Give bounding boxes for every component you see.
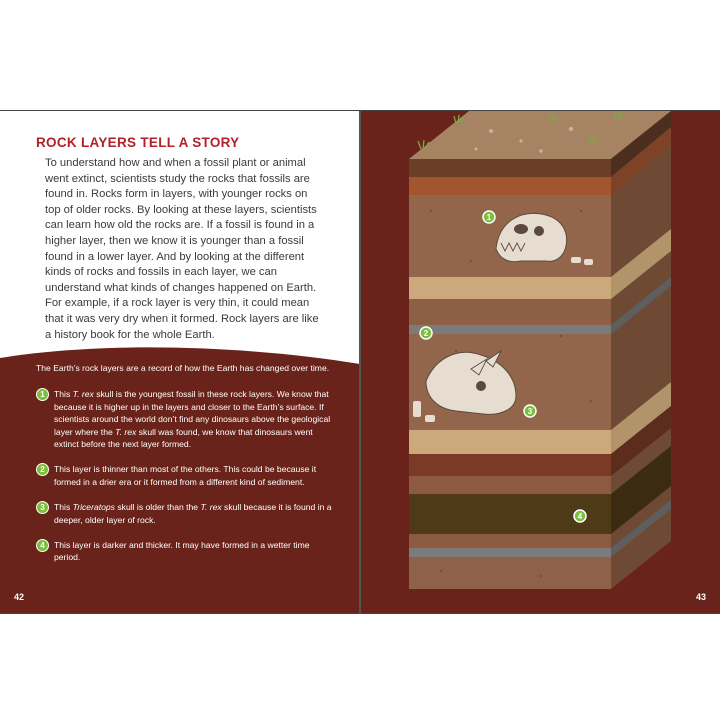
explanation-section: [36, 362, 336, 577]
label-badge-2: [420, 327, 432, 339]
note-1: [36, 388, 336, 450]
svg-text:1: 1: [486, 213, 492, 222]
page-number-left: 42: [14, 592, 25, 602]
number-badge-1: 1: [36, 388, 49, 401]
numbered-notes: [36, 388, 336, 563]
note-2: [36, 463, 336, 488]
topsoil-band: [409, 159, 611, 177]
right-page: [361, 111, 720, 613]
brown-layer-deep: [409, 476, 611, 494]
brown-layer-bottom: [409, 534, 611, 548]
note-3-text: This Triceratops skull is older than the T. rex skull because it is found in a deeper, older layer of rock.: [54, 502, 332, 525]
note-2-text: This layer is thinner than most of the others. This could be because it formed in a drier era or it formed from a different kind of sediment.: [54, 464, 317, 487]
red-brown-layer: [409, 454, 611, 476]
left-page: [0, 111, 360, 613]
note-4-text: This layer is darker and thicker. It may have formed in a wetter time period.: [54, 540, 310, 563]
intro-paragraph: To understand how and when a fossil plant or animal went extinct, scientists study the rocks that fossils are found in. Rocks form in layers, with younger rocks on top of older rocks. By looking at these layers, scientists can learn how old the rocks are. If a fossil is found in a higher layer, then we know it is younger than a fossil found in a lower layer. And by looking at the different kinds of rocks and fossils in each layer, we can understand what kinds of changes happened on Earth. For example, if a rock layer is very thin, it could mean that it was very dry when it formed. Rock layers are like a history book for the whole Earth.: [45, 157, 319, 341]
svg-text:4: 4: [577, 512, 583, 521]
number-badge-3: 3: [36, 501, 49, 514]
page-number-right: 43: [695, 592, 706, 602]
sand-layer-2: [409, 430, 611, 454]
note-1-text: This T. rex skull is the youngest fossil in these rock layers. We know that because it is higher up in the layers and closer to the Earth’s surface. If scientists around the world don’t find any dinosaurs above the geological layer where the T. rex skull was found, we know that dinosaurs went extinct before the next layer formed.: [54, 389, 331, 450]
number-badge-4: 4: [36, 539, 49, 552]
orange-band: [409, 177, 611, 195]
label-badge-3: [524, 405, 536, 417]
grey-layer-bottom: [409, 548, 611, 557]
lower-intro: The Earth’s rock layers are a record of how the Earth has changed over time.: [36, 363, 330, 373]
note-3: [36, 501, 336, 526]
sand-layer-1: [409, 277, 611, 299]
note-4: [36, 539, 336, 564]
mid-brown-layer: [409, 299, 611, 325]
label-badge-1: [483, 211, 495, 223]
book-spread: [0, 110, 720, 614]
label-badge-4: [574, 510, 586, 522]
svg-text:3: 3: [527, 407, 533, 416]
page-heading: ROCK LAYERS TELL A STORY: [36, 135, 240, 150]
rock-layer-illustration: [361, 111, 720, 613]
number-badge-2: 2: [36, 463, 49, 476]
svg-text:2: 2: [423, 329, 429, 338]
thin-grey-layer: [409, 325, 611, 334]
base-layer: [409, 557, 611, 589]
